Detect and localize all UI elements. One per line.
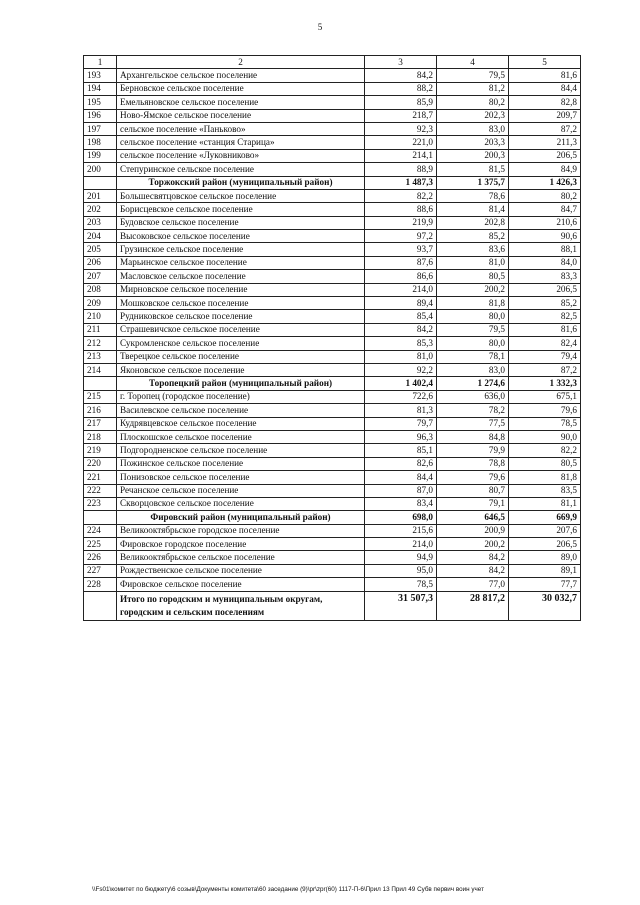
value-col-4: 84,8 bbox=[437, 430, 509, 443]
table-row bbox=[84, 430, 581, 443]
row-number: 211 bbox=[84, 323, 117, 336]
value-col-3: 79,7 bbox=[365, 417, 437, 430]
table-row bbox=[84, 283, 581, 296]
table-row bbox=[84, 404, 581, 417]
value-col-3: 84,2 bbox=[365, 323, 437, 336]
table-row bbox=[84, 109, 581, 122]
value-col-3: 94,9 bbox=[365, 551, 437, 564]
value-col-4: 81,0 bbox=[437, 256, 509, 269]
table-row bbox=[84, 230, 581, 243]
row-number: 196 bbox=[84, 109, 117, 122]
value-col-4: 80,5 bbox=[437, 270, 509, 283]
table-row bbox=[84, 310, 581, 323]
value-col-5: 81,6 bbox=[509, 69, 581, 82]
value-col-3: 214,1 bbox=[365, 149, 437, 162]
table-row bbox=[84, 337, 581, 350]
value-col-5: 206,5 bbox=[509, 149, 581, 162]
value-col-4: 79,1 bbox=[437, 497, 509, 510]
settlement-name: сельское поселение «Луковниково» bbox=[117, 149, 365, 162]
settlement-name: Пожинское сельское поселение bbox=[117, 457, 365, 470]
row-number: 217 bbox=[84, 417, 117, 430]
value-col-4: 80,0 bbox=[437, 310, 509, 323]
settlement-name: Василевское сельское поселение bbox=[117, 404, 365, 417]
table-row bbox=[84, 497, 581, 510]
district-subtotal-row bbox=[84, 511, 581, 524]
row-number: 205 bbox=[84, 243, 117, 256]
value-col-3: 82,6 bbox=[365, 457, 437, 470]
table-row bbox=[84, 471, 581, 484]
value-col-5: 80,5 bbox=[509, 457, 581, 470]
settlement-name: Рождественское сельское поселение bbox=[117, 564, 365, 577]
table-row bbox=[84, 323, 581, 336]
value-col-4: 83,0 bbox=[437, 122, 509, 135]
row-number bbox=[84, 377, 117, 390]
value-col-3: 698,0 bbox=[365, 511, 437, 524]
row-number: 194 bbox=[84, 82, 117, 95]
row-number: 222 bbox=[84, 484, 117, 497]
settlement-name: Понизовское сельское поселение bbox=[117, 471, 365, 484]
settlement-name: Степуринское сельское поселение bbox=[117, 163, 365, 176]
table-row bbox=[84, 96, 581, 109]
district-name: Фировский район (муниципальный район) bbox=[117, 511, 365, 524]
value-col-5: 90,6 bbox=[509, 230, 581, 243]
value-col-4: 78,6 bbox=[437, 189, 509, 202]
value-col-3: 96,3 bbox=[365, 430, 437, 443]
value-col-5: 83,3 bbox=[509, 270, 581, 283]
row-number: 214 bbox=[84, 363, 117, 376]
table-row bbox=[84, 189, 581, 202]
value-col-3: 221,0 bbox=[365, 136, 437, 149]
page-number: 5 bbox=[317, 22, 323, 32]
value-col-3: 78,5 bbox=[365, 578, 437, 591]
value-col-5: 84,9 bbox=[509, 163, 581, 176]
value-col-3: 89,4 bbox=[365, 297, 437, 310]
settlement-name: Большесвятцовское сельское поселение bbox=[117, 189, 365, 202]
district-subtotal-row bbox=[84, 377, 581, 390]
table-row bbox=[84, 136, 581, 149]
row-number: 215 bbox=[84, 390, 117, 403]
value-col-3: 215,6 bbox=[365, 524, 437, 537]
row-number bbox=[84, 591, 117, 620]
row-number: 200 bbox=[84, 163, 117, 176]
row-number: 195 bbox=[84, 96, 117, 109]
value-col-5: 80,2 bbox=[509, 189, 581, 202]
value-col-5: 82,8 bbox=[509, 96, 581, 109]
value-col-5: 82,5 bbox=[509, 310, 581, 323]
value-col-5: 77,7 bbox=[509, 578, 581, 591]
value-col-3: 219,9 bbox=[365, 216, 437, 229]
row-number: 201 bbox=[84, 189, 117, 202]
table-row bbox=[84, 69, 581, 82]
settlement-name: Берновское сельское поселение bbox=[117, 82, 365, 95]
settlement-name: Ново-Ямское сельское поселение bbox=[117, 109, 365, 122]
table-row bbox=[84, 444, 581, 457]
value-col-5: 1 426,3 bbox=[509, 176, 581, 189]
row-number: 209 bbox=[84, 297, 117, 310]
value-col-5: 79,4 bbox=[509, 350, 581, 363]
row-number: 213 bbox=[84, 350, 117, 363]
table-row bbox=[84, 564, 581, 577]
row-number: 197 bbox=[84, 122, 117, 135]
value-col-5: 90,0 bbox=[509, 430, 581, 443]
value-col-5: 79,6 bbox=[509, 404, 581, 417]
value-col-4: 78,2 bbox=[437, 404, 509, 417]
table-row bbox=[84, 243, 581, 256]
row-number: 204 bbox=[84, 230, 117, 243]
value-col-3: 87,6 bbox=[365, 256, 437, 269]
value-col-4: 79,9 bbox=[437, 444, 509, 457]
value-col-4: 79,5 bbox=[437, 69, 509, 82]
row-number: 218 bbox=[84, 430, 117, 443]
row-number: 208 bbox=[84, 283, 117, 296]
row-number: 210 bbox=[84, 310, 117, 323]
value-col-4: 81,4 bbox=[437, 203, 509, 216]
row-number: 221 bbox=[84, 471, 117, 484]
value-col-4: 79,6 bbox=[437, 471, 509, 484]
settlement-name: Мирновское сельское поселение bbox=[117, 283, 365, 296]
row-number: 225 bbox=[84, 538, 117, 551]
value-col-5: 81,1 bbox=[509, 497, 581, 510]
settlement-name: г. Торопец (городское поселение) bbox=[117, 390, 365, 403]
value-col-5: 84,0 bbox=[509, 256, 581, 269]
header-cell: 1 bbox=[84, 56, 117, 69]
value-col-3: 218,7 bbox=[365, 109, 437, 122]
table-row bbox=[84, 122, 581, 135]
header-row bbox=[84, 56, 581, 69]
settlement-name: Страшевичское сельское поселение bbox=[117, 323, 365, 336]
table-row bbox=[84, 484, 581, 497]
value-col-5: 87,2 bbox=[509, 363, 581, 376]
value-col-4: 636,0 bbox=[437, 390, 509, 403]
settlement-name: сельское поселение «станция Старица» bbox=[117, 136, 365, 149]
value-col-5: 78,5 bbox=[509, 417, 581, 430]
value-col-3: 1 402,4 bbox=[365, 377, 437, 390]
settlement-name: Яконовское сельское поселение bbox=[117, 363, 365, 376]
value-col-3: 722,6 bbox=[365, 390, 437, 403]
value-col-3: 88,2 bbox=[365, 82, 437, 95]
value-col-5: 88,1 bbox=[509, 243, 581, 256]
value-col-4: 200,9 bbox=[437, 524, 509, 537]
table-row bbox=[84, 457, 581, 470]
value-col-4: 77,0 bbox=[437, 578, 509, 591]
total-col-4: 28 817,2 bbox=[437, 591, 509, 620]
row-number: 198 bbox=[84, 136, 117, 149]
value-col-3: 85,3 bbox=[365, 337, 437, 350]
settlement-name: Рудниковское сельское поселение bbox=[117, 310, 365, 323]
value-col-3: 82,2 bbox=[365, 189, 437, 202]
row-number: 207 bbox=[84, 270, 117, 283]
value-col-3: 214,0 bbox=[365, 283, 437, 296]
settlement-name: Высоковское сельское поселение bbox=[117, 230, 365, 243]
header-cell: 5 bbox=[509, 56, 581, 69]
row-number: 212 bbox=[84, 337, 117, 350]
row-number: 216 bbox=[84, 404, 117, 417]
value-col-3: 85,9 bbox=[365, 96, 437, 109]
value-col-5: 89,1 bbox=[509, 564, 581, 577]
grand-total-row bbox=[84, 591, 581, 620]
value-col-3: 83,4 bbox=[365, 497, 437, 510]
value-col-3: 88,6 bbox=[365, 203, 437, 216]
table-row bbox=[84, 256, 581, 269]
value-col-4: 646,5 bbox=[437, 511, 509, 524]
value-col-3: 97,2 bbox=[365, 230, 437, 243]
settlement-name: Емельяновское сельское поселение bbox=[117, 96, 365, 109]
value-col-4: 1 375,7 bbox=[437, 176, 509, 189]
value-col-3: 81,0 bbox=[365, 350, 437, 363]
table-body bbox=[84, 56, 581, 621]
value-col-5: 675,1 bbox=[509, 390, 581, 403]
value-col-5: 84,4 bbox=[509, 82, 581, 95]
settlement-name: Масловское сельское поселение bbox=[117, 270, 365, 283]
settlement-name: Плоскошское сельское поселение bbox=[117, 430, 365, 443]
table-row bbox=[84, 350, 581, 363]
header-cell: 2 bbox=[117, 56, 365, 69]
value-col-5: 206,5 bbox=[509, 538, 581, 551]
row-number: 227 bbox=[84, 564, 117, 577]
value-col-4: 200,2 bbox=[437, 283, 509, 296]
value-col-3: 85,1 bbox=[365, 444, 437, 457]
value-col-4: 84,2 bbox=[437, 564, 509, 577]
value-col-4: 84,2 bbox=[437, 551, 509, 564]
value-col-4: 203,3 bbox=[437, 136, 509, 149]
value-col-3: 93,7 bbox=[365, 243, 437, 256]
value-col-4: 78,1 bbox=[437, 350, 509, 363]
value-col-5: 206,5 bbox=[509, 283, 581, 296]
value-col-4: 200,2 bbox=[437, 538, 509, 551]
value-col-5: 85,2 bbox=[509, 297, 581, 310]
value-col-4: 1 274,6 bbox=[437, 377, 509, 390]
settlement-name: Будовское сельское поселение bbox=[117, 216, 365, 229]
value-col-3: 92,2 bbox=[365, 363, 437, 376]
value-col-4: 83,0 bbox=[437, 363, 509, 376]
value-col-5: 209,7 bbox=[509, 109, 581, 122]
table-row bbox=[84, 363, 581, 376]
table-row bbox=[84, 538, 581, 551]
row-number: 203 bbox=[84, 216, 117, 229]
row-number: 224 bbox=[84, 524, 117, 537]
table-row bbox=[84, 216, 581, 229]
total-label: Итого по городским и муниципальным округам, городским и сельским поселениям bbox=[117, 591, 365, 620]
value-col-3: 86,6 bbox=[365, 270, 437, 283]
row-number: 193 bbox=[84, 69, 117, 82]
row-number: 228 bbox=[84, 578, 117, 591]
value-col-4: 80,2 bbox=[437, 96, 509, 109]
file-path-footer: \\Fs01\комитет по бюджету\6 созыв\Документы комитета\60 заседание (9)\pr\zpr(60) 1117-П-6\Прил 13 Прил 49 Субв первич воин учет bbox=[92, 886, 484, 893]
value-col-3: 84,2 bbox=[365, 69, 437, 82]
value-col-3: 87,0 bbox=[365, 484, 437, 497]
budget-table bbox=[83, 55, 581, 621]
value-col-4: 81,5 bbox=[437, 163, 509, 176]
value-col-4: 80,7 bbox=[437, 484, 509, 497]
table-row bbox=[84, 417, 581, 430]
value-col-4: 83,6 bbox=[437, 243, 509, 256]
value-col-3: 214,0 bbox=[365, 538, 437, 551]
settlement-name: Сукромленское сельское поселение bbox=[117, 337, 365, 350]
row-number: 223 bbox=[84, 497, 117, 510]
table-row bbox=[84, 578, 581, 591]
settlement-name: Мошковское сельское поселение bbox=[117, 297, 365, 310]
row-number: 202 bbox=[84, 203, 117, 216]
district-name: Торжокский район (муниципальный район) bbox=[117, 176, 365, 189]
row-number: 219 bbox=[84, 444, 117, 457]
settlement-name: Фировское сельское поселение bbox=[117, 578, 365, 591]
row-number: 220 bbox=[84, 457, 117, 470]
settlement-name: Фировское городское поселение bbox=[117, 538, 365, 551]
value-col-4: 81,2 bbox=[437, 82, 509, 95]
settlement-name: Скворцовское сельское поселение bbox=[117, 497, 365, 510]
settlement-name: Грузинское сельское поселение bbox=[117, 243, 365, 256]
value-col-3: 88,9 bbox=[365, 163, 437, 176]
settlement-name: сельское поселение «Паньково» bbox=[117, 122, 365, 135]
value-col-4: 202,3 bbox=[437, 109, 509, 122]
table-row bbox=[84, 203, 581, 216]
settlement-name: Речанское сельское поселение bbox=[117, 484, 365, 497]
settlement-name: Подгородненское сельское поселение bbox=[117, 444, 365, 457]
total-col-3: 31 507,3 bbox=[365, 591, 437, 620]
value-col-5: 83,5 bbox=[509, 484, 581, 497]
value-col-3: 85,4 bbox=[365, 310, 437, 323]
value-col-4: 85,2 bbox=[437, 230, 509, 243]
value-col-5: 84,7 bbox=[509, 203, 581, 216]
row-number: 199 bbox=[84, 149, 117, 162]
table-row bbox=[84, 149, 581, 162]
settlement-name: Тверецкое сельское поселение bbox=[117, 350, 365, 363]
value-col-5: 87,2 bbox=[509, 122, 581, 135]
district-subtotal-row bbox=[84, 176, 581, 189]
table-row bbox=[84, 524, 581, 537]
value-col-4: 200,3 bbox=[437, 149, 509, 162]
settlement-name: Марьинское сельское поселение bbox=[117, 256, 365, 269]
header-cell: 4 bbox=[437, 56, 509, 69]
value-col-3: 92,3 bbox=[365, 122, 437, 135]
value-col-5: 669,9 bbox=[509, 511, 581, 524]
value-col-5: 81,6 bbox=[509, 323, 581, 336]
table-row bbox=[84, 82, 581, 95]
value-col-5: 82,4 bbox=[509, 337, 581, 350]
value-col-4: 78,8 bbox=[437, 457, 509, 470]
table-row bbox=[84, 390, 581, 403]
total-col-5: 30 032,7 bbox=[509, 591, 581, 620]
table-row bbox=[84, 297, 581, 310]
row-number: 226 bbox=[84, 551, 117, 564]
settlement-name: Борисцевское сельское поселение bbox=[117, 203, 365, 216]
row-number bbox=[84, 511, 117, 524]
value-col-4: 80,0 bbox=[437, 337, 509, 350]
value-col-3: 81,3 bbox=[365, 404, 437, 417]
header-cell: 3 bbox=[365, 56, 437, 69]
value-col-4: 81,8 bbox=[437, 297, 509, 310]
row-number bbox=[84, 176, 117, 189]
value-col-3: 84,4 bbox=[365, 471, 437, 484]
value-col-5: 1 332,3 bbox=[509, 377, 581, 390]
value-col-3: 95,0 bbox=[365, 564, 437, 577]
settlement-name: Кудрявцевское сельское поселение bbox=[117, 417, 365, 430]
value-col-5: 210,6 bbox=[509, 216, 581, 229]
value-col-3: 1 487,3 bbox=[365, 176, 437, 189]
table-row bbox=[84, 270, 581, 283]
value-col-4: 77,5 bbox=[437, 417, 509, 430]
settlement-name: Великооктябрьское сельское поселение bbox=[117, 551, 365, 564]
row-number: 206 bbox=[84, 256, 117, 269]
settlement-name: Архангельское сельское поселение bbox=[117, 69, 365, 82]
settlement-name: Великооктябрьское городское поселение bbox=[117, 524, 365, 537]
value-col-5: 207,6 bbox=[509, 524, 581, 537]
table-row bbox=[84, 551, 581, 564]
value-col-5: 89,0 bbox=[509, 551, 581, 564]
value-col-4: 79,5 bbox=[437, 323, 509, 336]
value-col-4: 202,8 bbox=[437, 216, 509, 229]
value-col-5: 82,2 bbox=[509, 444, 581, 457]
district-name: Торопецкий район (муниципальный район) bbox=[117, 377, 365, 390]
table-row bbox=[84, 163, 581, 176]
value-col-5: 81,8 bbox=[509, 471, 581, 484]
value-col-5: 211,3 bbox=[509, 136, 581, 149]
